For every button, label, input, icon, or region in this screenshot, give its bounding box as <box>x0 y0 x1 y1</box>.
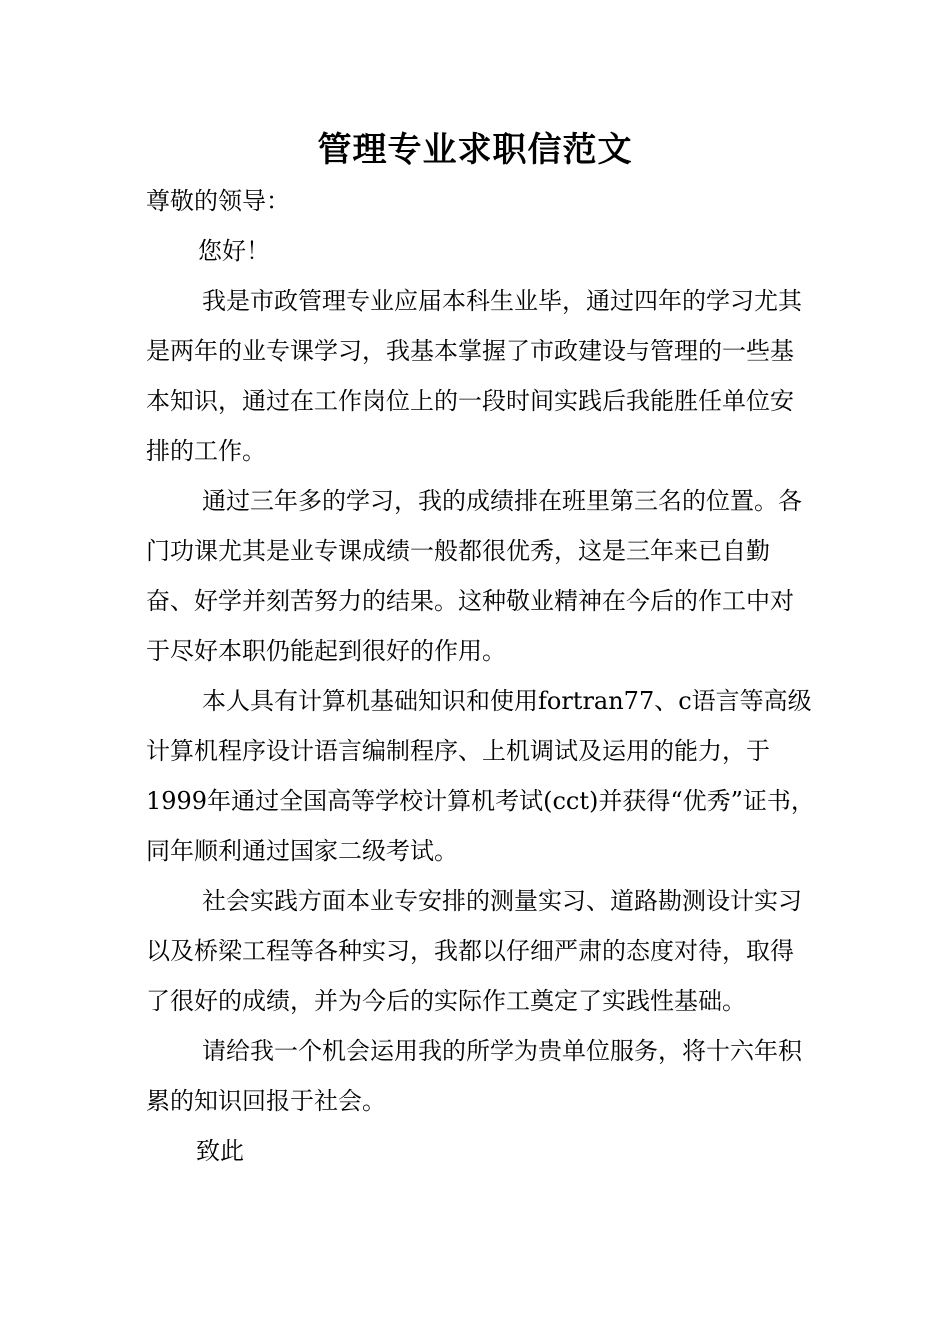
salutation: 尊敬的领导： <box>146 187 290 215</box>
paragraph-3: 本人具有计算机基础知识和使用fortran77、c语言等高级计算机程序设计语言编制程序、上机调试及运用的能力，于1999年通过全国高等学校计算机考试(cct)并获得“优秀”证书，同年顺利通过国家二级考试。 <box>146 687 815 865</box>
document-body <box>146 176 816 1176</box>
paragraph-4: 社会实践方面本业专安排的测量实习、道路勘测设计实习以及桥梁工程等各种实习，我都以仔细严肃的态度对待，取得了很好的成绩，并为今后的实际作工奠定了实践性基础。 <box>146 887 802 1015</box>
document-title: 管理专业求职信范文 <box>317 130 633 170</box>
paragraph-2: 通过三年多的学习，我的成绩排在班里第三名的位置。各门功课尤其是业专课成绩一般都很优秀，这是三年来已自勤奋、好学并刻苦努力的结果。这种敬业精神在今后的作工中对于尽好本职仍能起到很好的作用。 <box>146 487 802 665</box>
paragraph-5: 请给我一个机会运用我的所学为贵单位服务，将十六年积累的知识回报于社会。 <box>146 1037 802 1115</box>
greeting: 您好！ <box>198 237 270 265</box>
paragraph-1: 我是市政管理专业应届本科生业毕，通过四年的学习尤其是两年的业专课学习，我基本掌握了市政建设与管理的一些基本知识，通过在工作岗位上的一段时间实践后我能胜任单位安排的工作。 <box>146 287 802 465</box>
closing: 致此 <box>196 1137 244 1165</box>
